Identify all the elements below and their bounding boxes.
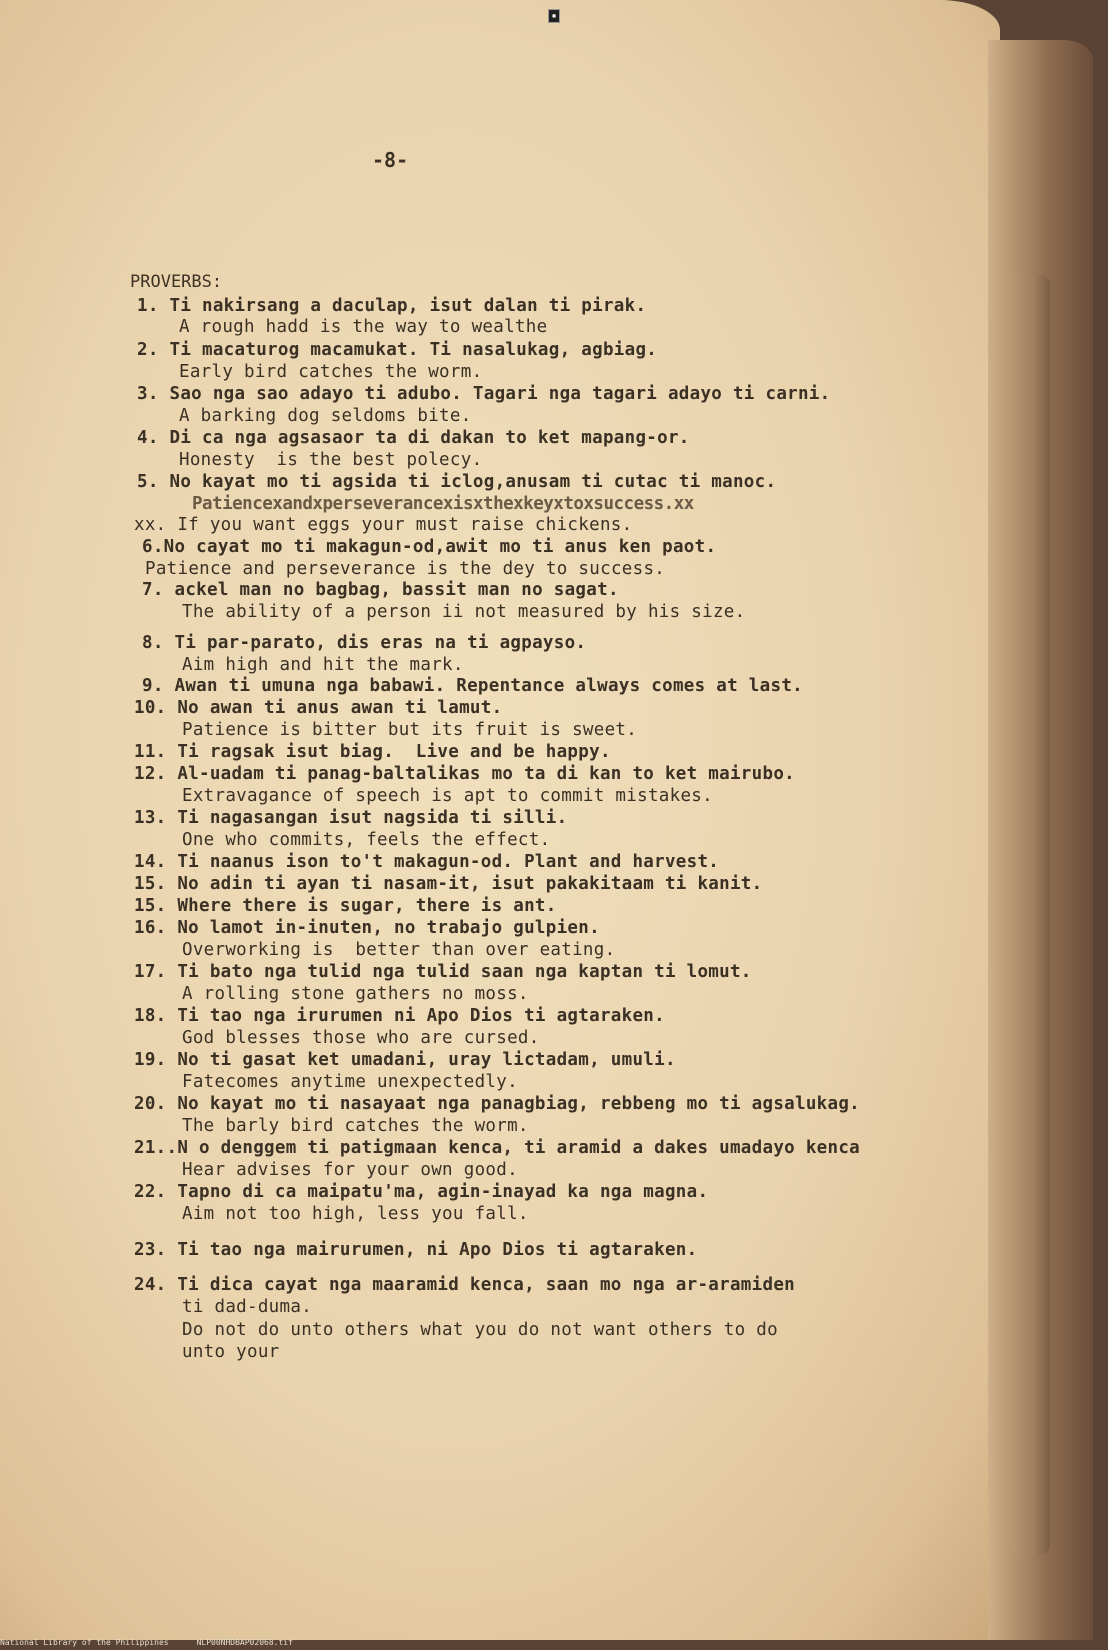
proverb-line: 20. No kayat mo ti nasayaat nga panagbiag, rebbeng mo ti agsalukag. xyxy=(134,1094,861,1114)
proverb-line: 18. Ti tao nga irurumen ni Apo Dios ti agtaraken. xyxy=(134,1006,665,1026)
proverb-line: The barly bird catches the worm. xyxy=(182,1116,529,1136)
proverb-line: 24. Ti dica cayat nga maaramid kenca, saan mo nga ar-aramiden xyxy=(134,1275,795,1295)
proverb-line: 23. Ti tao nga mairurumen, ni Apo Dios ti agtaraken. xyxy=(134,1240,698,1260)
proverb-line: 15. Where there is sugar, there is ant. xyxy=(134,896,557,916)
page-number: -8- xyxy=(372,148,409,172)
proverb-line: 6.No cayat mo ti makagun-od,awit mo ti anus ken paot. xyxy=(142,537,717,557)
proverb-line: xx. If you want eggs your must raise chickens. xyxy=(134,515,633,535)
proverb-line: 5. No kayat mo ti agsida ti iclog,anusam ti cutac ti manoc. xyxy=(137,472,777,492)
proverb-line: 16. No lamot in-inuten, no trabajo gulpien. xyxy=(134,918,600,938)
proverb-line: Aim high and hit the mark. xyxy=(182,655,464,675)
proverb-line: Fatecomes anytime unexpectedly. xyxy=(182,1072,518,1092)
proverb-line: Aim not too high, less you fall. xyxy=(182,1204,529,1224)
proverb-line: Extravagance of speech is apt to commit mistakes. xyxy=(182,786,713,806)
footer-library: National Library of the Philippines xyxy=(0,1638,169,1647)
proverb-line: ti dad-duma. xyxy=(182,1297,313,1317)
proverb-line: Patience and perseverance is the dey to success. xyxy=(145,559,666,579)
proverb-line: Do not do unto others what you do not want others to do xyxy=(182,1320,778,1340)
proverb-line: 3. Sao nga sao adayo ti adubo. Tagari nga tagari adayo ti carni. xyxy=(137,384,831,404)
proverb-line: Hear advises for your own good. xyxy=(182,1160,518,1180)
proverb-line: One who commits, feels the effect. xyxy=(182,830,551,850)
struck-out-line: Patiencexandxperseverancexisxthexkeyxtoxsuccess.xx xyxy=(192,494,694,514)
proverb-line: 15. No adin ti ayan ti nasam-it, isut pakakitaam ti kanit. xyxy=(134,874,763,894)
proverb-line: 10. No awan ti anus awan ti lamut. xyxy=(134,698,503,718)
proverb-line: 8. Ti par-parato, dis eras na ti agpayso. xyxy=(142,633,587,653)
scan-marker-icon: ▪ xyxy=(548,9,560,23)
proverb-line: 13. Ti nagasangan isut nagsida ti silli. xyxy=(134,808,568,828)
proverb-line: Early bird catches the worm. xyxy=(179,362,483,382)
proverb-line: 4. Di ca nga agsasaor ta di dakan to ket mapang-or. xyxy=(137,428,690,448)
proverb-line: Honesty is the best polecy. xyxy=(179,450,483,470)
book-edge-inner xyxy=(1010,275,1050,1555)
footer-filename: NLP00NHDBAP02068.tif xyxy=(196,1638,293,1647)
proverb-line: 14. Ti naanus ison to't makagun-od. Plant and harvest. xyxy=(134,852,720,872)
proverb-line: God blesses those who are cursed. xyxy=(182,1028,540,1048)
proverb-line: A barking dog seldoms bite. xyxy=(179,406,472,426)
proverb-line: unto your xyxy=(182,1342,280,1362)
proverb-line: 21..N o denggem ti patigmaan kenca, ti aramid a dakes umadayo kenca xyxy=(134,1138,861,1158)
proverb-line: 7. ackel man no bagbag, bassit man no sagat. xyxy=(142,580,619,600)
proverb-line: 1. Ti nakirsang a daculap, isut dalan ti pirak. xyxy=(137,296,647,316)
proverb-line: 17. Ti bato nga tulid nga tulid saan nga kaptan ti lomut. xyxy=(134,962,752,982)
proverb-line: 19. No ti gasat ket umadani, uray lictadam, umuli. xyxy=(134,1050,676,1070)
proverb-line: Overworking is better than over eating. xyxy=(182,940,616,960)
proverb-line: Patience is bitter but its fruit is sweet. xyxy=(182,720,638,740)
proverb-line: A rolling stone gathers no moss. xyxy=(182,984,529,1004)
scan-footer xyxy=(0,1638,321,1647)
proverb-line: 9. Awan ti umuna nga babawi. Repentance always comes at last. xyxy=(142,676,803,696)
proverb-line: 2. Ti macaturog macamukat. Ti nasalukag, agbiag. xyxy=(137,340,658,360)
proverb-line: 12. Al-uadam ti panag-baltalikas mo ta di kan to ket mairubo. xyxy=(134,764,795,784)
proverb-line: 22. Tapno di ca maipatu'ma, agin-inayad ka nga magna. xyxy=(134,1182,709,1202)
proverb-line: The ability of a person ii not measured by his size. xyxy=(182,602,746,622)
proverb-line: A rough hadd is the way to wealthe xyxy=(179,317,548,337)
proverb-line: 11. Ti ragsak isut biag. Live and be happy. xyxy=(134,742,611,762)
page-heading: PROVERBS: xyxy=(130,272,223,292)
